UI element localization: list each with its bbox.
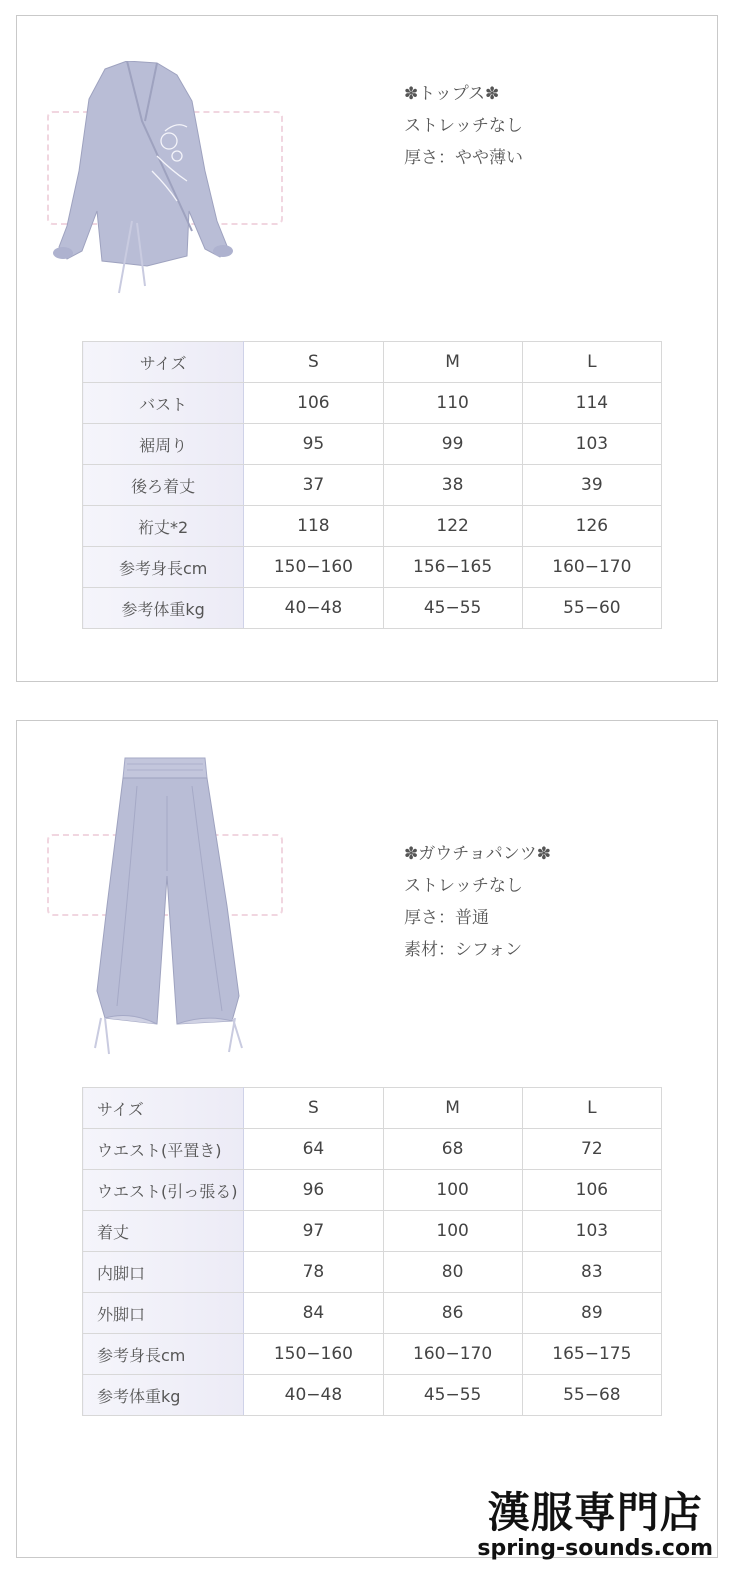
brand-watermark [477,1490,713,1562]
table-cell: 95 [244,424,383,465]
pants-thickness: 厚さ：普通 [404,908,489,928]
table-cell: 86 [383,1293,522,1334]
table-cell: 45−55 [383,1375,522,1416]
size-l-header: L [522,1088,661,1129]
table-row [83,547,662,588]
row-label: 着丈 [83,1211,244,1252]
table-cell: 150−160 [244,1334,383,1375]
pants-card [16,720,718,1558]
size-s-header: S [244,1088,383,1129]
table-cell: 106 [522,1170,661,1211]
table-cell: 160−170 [522,547,661,588]
table-cell: 64 [244,1129,383,1170]
table-row [83,424,662,465]
size-header: サイズ [83,342,244,383]
table-cell: 84 [244,1293,383,1334]
tops-description [404,78,523,174]
tops-size-table [82,341,662,629]
table-cell: 114 [522,383,661,424]
tops-product-image [27,61,237,296]
row-label: 参考身長cm [83,1334,244,1375]
table-cell: 72 [522,1129,661,1170]
table-header-row [83,342,662,383]
table-row [83,1211,662,1252]
row-label: 裾周り [83,424,244,465]
table-cell: 160−170 [383,1334,522,1375]
table-row [83,1334,662,1375]
row-label: 参考体重kg [83,1375,244,1416]
row-label: 外脚口 [83,1293,244,1334]
pants-material: 素材：シフォン [404,940,523,960]
table-row [83,1252,662,1293]
row-label: バスト [83,383,244,424]
table-cell: 45−55 [383,588,522,629]
row-label: 参考身長cm [83,547,244,588]
table-cell: 110 [383,383,522,424]
row-label: 参考体重kg [83,588,244,629]
table-cell: 55−60 [522,588,661,629]
table-row [83,1170,662,1211]
table-cell: 80 [383,1252,522,1293]
size-s-header: S [244,342,383,383]
row-label: ウエスト(平置き) [83,1129,244,1170]
table-cell: 103 [522,424,661,465]
table-cell: 38 [383,465,522,506]
pants-title: ✽ガウチョパンツ✽ [404,844,551,864]
table-row [83,465,662,506]
table-row [83,1293,662,1334]
table-row [83,1375,662,1416]
row-label: ウエスト(引っ張る) [83,1170,244,1211]
size-m-header: M [383,342,522,383]
table-cell: 99 [383,424,522,465]
pants-description [404,838,551,966]
table-cell: 100 [383,1170,522,1211]
table-cell: 37 [244,465,383,506]
pants-size-table [82,1087,662,1416]
table-cell: 150−160 [244,547,383,588]
tops-card [16,15,718,682]
table-cell: 83 [522,1252,661,1293]
table-row [83,588,662,629]
table-row [83,383,662,424]
pants-stretch: ストレッチなし [404,876,523,896]
table-cell: 78 [244,1252,383,1293]
table-cell: 40−48 [244,1375,383,1416]
tops-thickness: 厚さ：やや薄い [404,148,523,168]
pants-product-image [87,756,247,1056]
table-cell: 126 [522,506,661,547]
table-cell: 100 [383,1211,522,1252]
table-cell: 156−165 [383,547,522,588]
row-label: 内脚口 [83,1252,244,1293]
size-l-header: L [522,342,661,383]
size-m-header: M [383,1088,522,1129]
table-cell: 103 [522,1211,661,1252]
table-cell: 40−48 [244,588,383,629]
size-header: サイズ [83,1088,244,1129]
table-header-row [83,1088,662,1129]
table-cell: 106 [244,383,383,424]
table-cell: 39 [522,465,661,506]
table-cell: 122 [383,506,522,547]
tops-stretch: ストレッチなし [404,116,523,136]
table-cell: 68 [383,1129,522,1170]
table-cell: 55−68 [522,1375,661,1416]
table-cell: 96 [244,1170,383,1211]
tops-title: ✽トップス✽ [404,84,500,104]
table-cell: 118 [244,506,383,547]
table-cell: 89 [522,1293,661,1334]
table-row [83,506,662,547]
table-cell: 97 [244,1211,383,1252]
brand-title: 漢服専門店 [487,1488,703,1537]
table-row [83,1129,662,1170]
table-cell: 165−175 [522,1334,661,1375]
brand-url: spring-sounds.com [477,1536,713,1561]
row-label: 後ろ着丈 [83,465,244,506]
row-label: 裄丈*2 [83,506,244,547]
